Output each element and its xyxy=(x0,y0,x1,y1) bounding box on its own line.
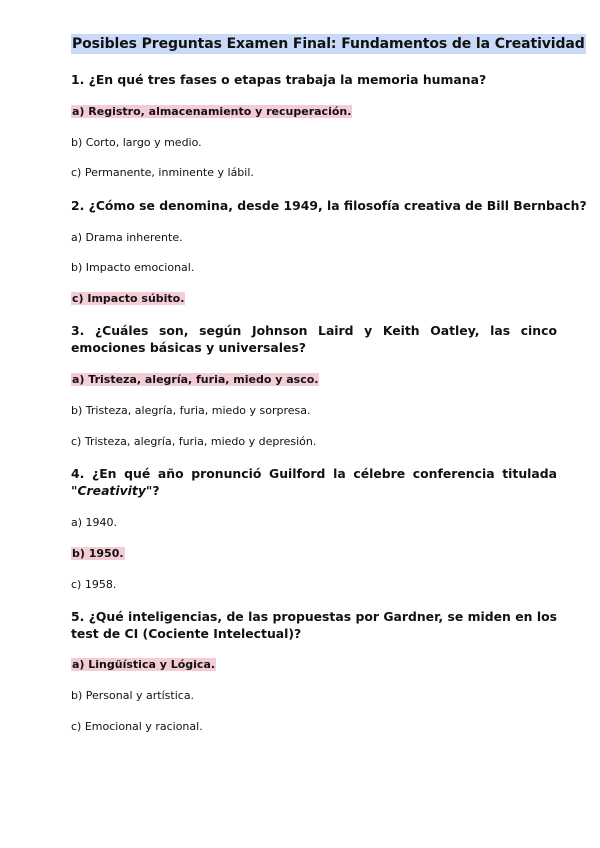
option-1b-text: b) Corto, largo y medio. xyxy=(71,136,202,149)
question-3: 3. ¿Cuáles son, según Johnson Laird y Keith Oatley, las cinco emociones básicas y universales? xyxy=(71,323,557,355)
option-5a-text: a) Lingüística y Lógica. xyxy=(72,658,216,671)
option-1b xyxy=(71,135,202,150)
option-2c xyxy=(71,291,185,306)
page-title: Posibles Preguntas Examen Final: Fundamentos de la Creatividad xyxy=(72,36,585,52)
option-4b xyxy=(71,546,125,561)
option-3a-text: a) Tristeza, alegría, furia, miedo y asco. xyxy=(72,373,319,386)
question-2: 2. ¿Cómo se denomina, desde 1949, la filosofía creativa de Bill Bernbach? xyxy=(71,198,587,213)
option-5c xyxy=(71,719,203,734)
option-4a-text: a) 1940. xyxy=(71,516,118,529)
option-1c xyxy=(71,165,254,180)
option-1a xyxy=(71,104,352,119)
option-4c-text: c) 1958. xyxy=(71,578,117,591)
option-5a xyxy=(71,657,216,672)
option-1a-text: a) Registro, almacenamiento y recuperación. xyxy=(72,105,352,118)
option-4b-text: b) 1950. xyxy=(72,547,124,560)
option-3a xyxy=(71,372,319,387)
question-5: 5. ¿Qué inteligencias, de las propuestas por Gardner, se miden en los test de CI (Cociente Intelectual)? xyxy=(71,609,557,641)
option-3b-text: b) Tristeza, alegría, furia, miedo y sorpresa. xyxy=(71,404,311,417)
option-2a-text: a) Drama inherente. xyxy=(71,231,183,244)
option-5b xyxy=(71,688,194,703)
option-5c-text: c) Emocional y racional. xyxy=(71,720,203,733)
option-2b xyxy=(71,260,194,275)
option-2b-text: b) Impacto emocional. xyxy=(71,261,195,274)
question-4-text: 4. ¿En qué año pronunció Guilford la célebre conferencia titulada xyxy=(71,466,557,481)
option-1c-text: c) Permanente, inminente y lábil. xyxy=(71,166,254,179)
option-3c-text: c) Tristeza, alegría, furia, miedo y depresión. xyxy=(71,435,317,448)
option-5b-text: b) Personal y artística. xyxy=(71,689,195,702)
question-4-end: ? xyxy=(152,483,160,498)
option-3c xyxy=(71,434,316,449)
question-1: 1. ¿En qué tres fases o etapas trabaja la memoria humana? xyxy=(71,72,487,87)
question-4-italic-title: "Creativity" xyxy=(71,483,153,498)
option-3b xyxy=(71,403,311,418)
option-2a xyxy=(71,230,183,245)
option-4a xyxy=(71,515,117,530)
option-2c-text: c) Impacto súbito. xyxy=(72,292,185,305)
option-4c xyxy=(71,577,116,592)
question-4 xyxy=(71,465,557,499)
